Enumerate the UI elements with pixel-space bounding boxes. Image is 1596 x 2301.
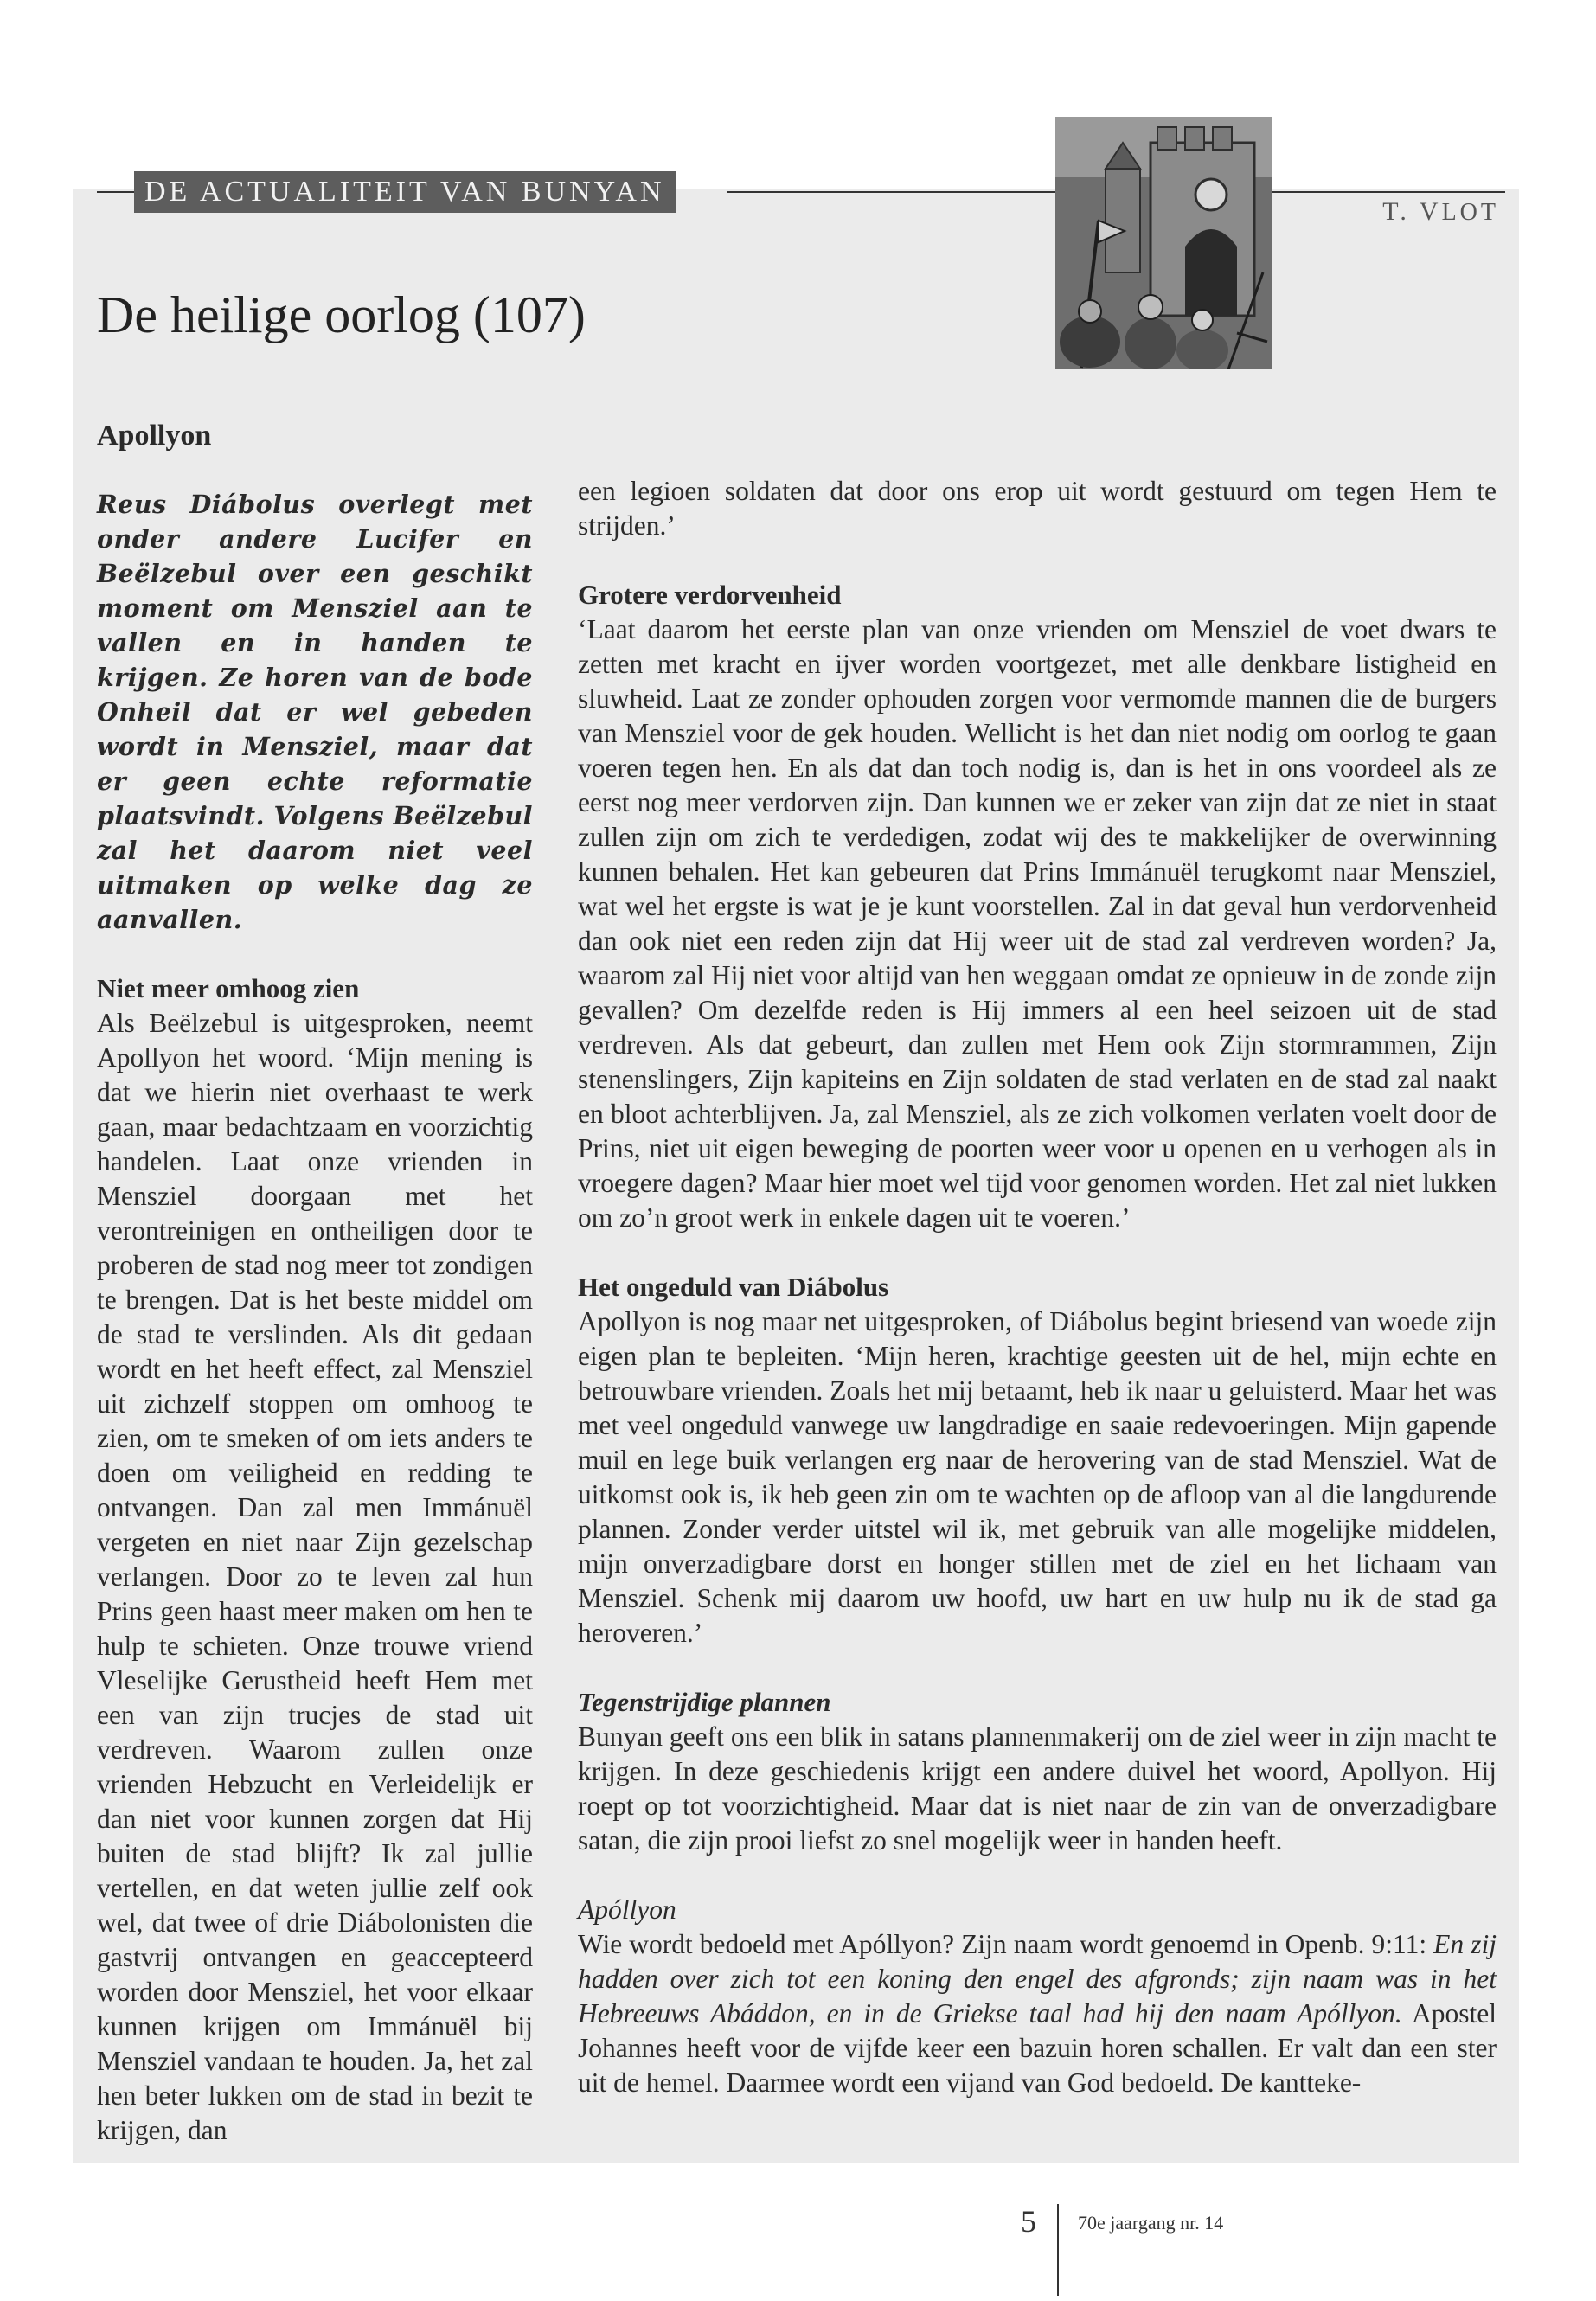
section-heading: Apóllyon <box>578 1894 676 1925</box>
section-heading: Tegenstrijdige plannen <box>578 1687 831 1717</box>
section-body: Apollyon is nog maar net uitgesproken, of Diábolus begint briesend van woede zijn eigen plan te bepleiten. ‘Mijn heren, krachtige geesten uit de hel, mijn echte en betrouwbare vrienden. Zoals het mij betaamt, heb ik naar u geluisterd. Maar het was met veel ongeduld vanwege uw langdradige en saaie redevoeringen. Mijn gapende muil en lege buik verlangen erg naar de herovering van de stad Mensziel. Wat de uitkomst ook is, ik heb geen zin om te wachten op de afloop van al die langdurende plannen. Zonder verder uitstel wil ik, met gebruik van alle mogelijke middelen, mijn onverzadigbare dorst en honger stillen met de ziel en het lichaam van Mensziel. Schenk mij daarom uw hoofd, uw hart en uw hulp nu ik de stad ga heroveren.’ <box>578 1306 1497 1648</box>
section-heading: Het ongeduld van Diábolus <box>578 1272 889 1302</box>
bible-quote: En zij hadden over zich tot een koning den engel des afgronds; zijn naam was in het Hebreeuws Abáddon, en in de Griekse taal had hij den naam Apóllyon. <box>578 1929 1497 2029</box>
section-body: Bunyan geeft ons een blik in satans plannenmakerij om de ziel weer in zijn macht te krijgen. In deze geschiedenis krijgt een andere duivel het woord, Apollyon. Hij roept op tot voorzichtigheid. Maar dat is niet naar de zin van de onverzadigbare satan, die zijn prooi liefst zo snel mogelijk weer in handen heeft. <box>578 1721 1497 1856</box>
section-body: Wie wordt bedoeld met Apóllyon? Zijn naam wordt genoemd in Openb. 9:11: En zij hadden over zich tot een koning den engel des afgronds; zijn naam was in het Hebreeuws Abáddon, en in de Griekse taal had hij den naam Apóllyon. Apostel Johannes heeft voor de vijfde keer een bazuin horen schallen. Er valt dan een ster uit de hemel. Daarmee wordt een vijand van God bedoeld. De kantteke- <box>578 1929 1497 2098</box>
article-title: De heilige oorlog (107) <box>97 286 586 343</box>
footer-divider <box>1057 2204 1059 2296</box>
author-name: T. VLOT <box>1382 197 1499 226</box>
section-body: ‘Laat daarom het eerste plan van onze vrienden om Mensziel de voet dwars te zetten met kracht en ijver worden voortgezet, met alle denkbare listigheid en sluwheid. Laat ze zonder ophouden zorgen voor vermomde mannen die de burgers van Mensziel voor de gek houden. Wellicht is het dan niet nodig om oorlog te gaan voeren tegen hen. En als dat dan toch nodig is, dan is het in ons voordeel als ze eerst nog meer verdorven zijn. Dan kunnen we er zeker van zijn dat ze niet in staat zullen zijn om zich te verdedigen, zodat wij des te makkelijker de overwinning kunnen behalen. Het kan gebeuren dat Prins Immánuël terugkomt naar Mensziel, wat wel het ergste is wat je je kunt voorstellen. Zal in dat geval hun verdorvenheid dan ook niet een reden zijn dat Hij weer uit de stad zal verdreven worden? Ja, waarom zal Hij niet voor altijd van hen weggaan omdat ze opnieuw in de zonde zijn gevallen? Om dezelfde reden is Hij immers al een heel seizoen uit de stad verdreven. Als dat gebeurt, dan zullen met Hem ook Zijn stormrammen, Zijn stenenslingers, Zijn kapiteins en Zijn soldaten de stad verlaten en de stad zal naakt en bloot achterblijven. Ja, zal Mensziel, als ze zich volkomen verlaten voelt door de Prins, niet uit eigen beweging de poorten weer voor u openen en u verhogen als in vroegere dagen? Maar hier moet wel tijd voor genomen worden. Het zal niet lukken om zo’n groot werk in enkele dagen uit te voeren.’ <box>578 614 1497 1233</box>
section-body: Als Beëlzebul is uitgesproken, neemt Apollyon het woord. ‘Mijn mening is dat we hierin niet overhaast te werk gaan, maar bedachtzaam en voorzichtig handelen. Laat onze vrienden in Mensziel doorgaan met het verontreinigen en ontheiligen door te proberen de stad nog meer tot zondigen te brengen. Dat is het beste middel om de stad te verslinden. Als dit gedaan wordt en het heeft effect, zal Mensziel uit zichzelf stoppen om omhoog te zien, om te smeken of om iets anders te doen om veiligheid en redding te ontvangen. Dan zal men Immánuël vergeten en niet naar Zijn gezelschap verlangen. Door zo te leven zal hun Prins geen haast meer maken om hen te hulp te schieten. Onze trouwe vriend Vleselijke Gerustheid heeft Hem met een van zijn trucjes de stad uit verdreven. Waarom zullen onze vrienden Hebzucht en Verleidelijk er dan niet voor kunnen zorgen dat Hij buiten de stad blijft? Ik zal jullie vertellen, en dat weten jullie zelf ook wel, dat twee of drie Diábolonisten die gastvrij ontvangen en geaccepteerd worden door Mensziel, het voor elkaar kunnen krijgen om Immánuël bij Mensziel vandaan te houden. Ja, het zal hen beter lukken om de stad in bezit te krijgen, dan <box>97 1008 533 2145</box>
page-number: 5 <box>1021 2204 1036 2239</box>
section-heading: Grotere verdorvenheid <box>578 580 842 610</box>
left-column <box>97 420 533 2148</box>
section-body-continued: een legioen soldaten dat door ons erop uit wordt gestuurd om tegen Hem te strijden.’ <box>578 476 1497 541</box>
right-column <box>578 474 1497 2100</box>
issue-info: 70e jaargang nr. 14 <box>1078 2212 1224 2234</box>
engraving-illustration <box>1055 117 1272 369</box>
section-heading: Niet meer omhoog zien <box>97 973 360 1003</box>
section-label: DE ACTUALITEIT VAN BUNYAN <box>134 171 676 213</box>
article-subtitle: Apollyon <box>97 420 212 452</box>
article-intro: Reus Diábolus overlegt met onder andere Lucifer en Beëlzebul over een geschikt moment om Mensziel aan te vallen en in handen te krijgen. Ze horen van de bode Onheil dat er wel gebeden wordt in Mensziel, maar dat er geen echte reformatie plaatsvindt. Volgens Beëlzebul zal het daarom niet veel uitmaken op welke dag ze aanvallen. <box>97 490 533 934</box>
